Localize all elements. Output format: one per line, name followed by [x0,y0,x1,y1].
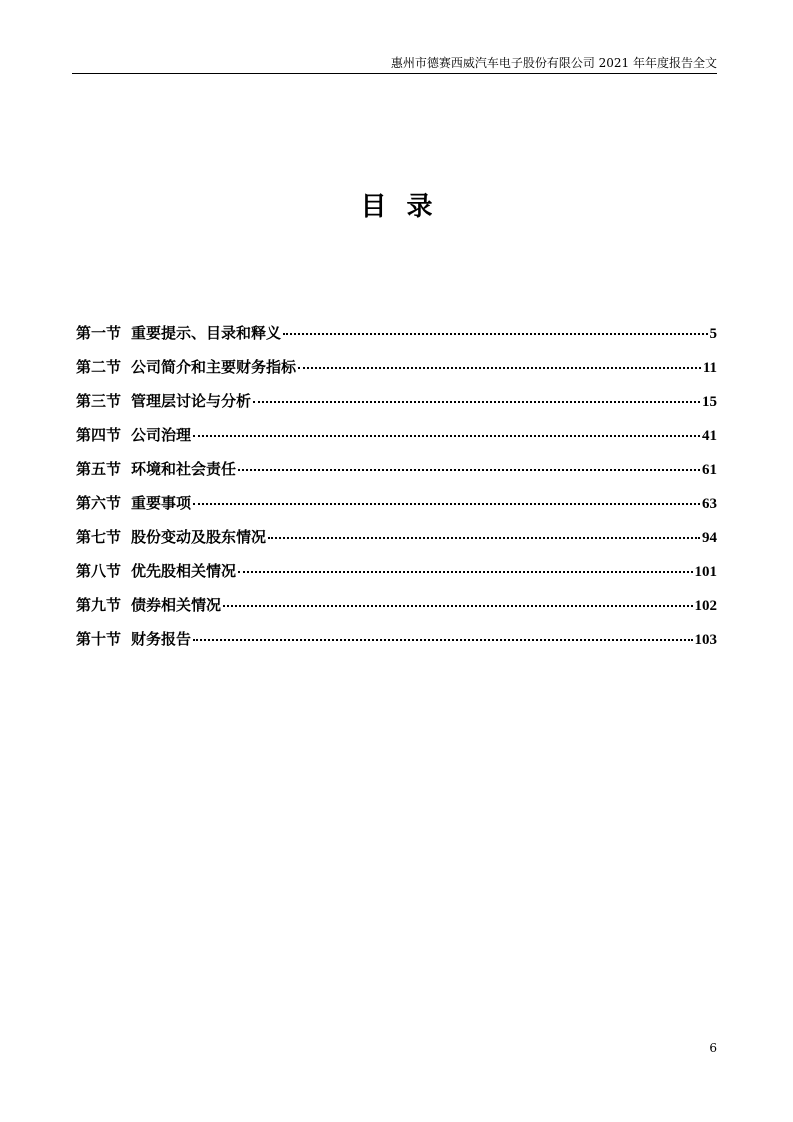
toc-entry[interactable] [76,526,717,560]
toc-section-title: 优先股相关情况 [131,562,237,580]
toc-entry[interactable] [76,594,717,628]
toc-section-number: 第二节 [76,358,122,376]
toc-section-title: 公司治理 [131,426,192,444]
toc-entry[interactable] [76,458,717,492]
dot-leader [283,333,707,335]
toc-entry[interactable] [76,424,717,458]
toc-entry[interactable] [76,492,717,526]
toc-section-number: 第四节 [76,426,122,444]
running-header: 惠州市德赛西威汽车电子股份有限公司 2021 年年度报告全文 [72,55,717,74]
toc-title: 目录 [360,192,453,222]
toc-section-number: 第七节 [76,528,122,546]
toc-section-title: 重要提示、目录和释义 [131,324,282,342]
toc-page-number: 63 [702,496,717,512]
toc-section-title: 公司简介和主要财务指标 [131,358,297,376]
toc-page-number: 5 [709,326,717,342]
dot-leader [193,503,700,505]
toc-section-number: 第十节 [76,630,122,648]
toc-section-title: 环境和社会责任 [131,460,237,478]
table-of-contents [76,322,717,662]
toc-section-number: 第六节 [76,494,122,512]
dot-leader [238,571,692,573]
toc-section-title: 债券相关情况 [131,596,222,614]
dot-leader [238,469,700,471]
toc-page-number: 102 [694,598,717,614]
toc-section-number: 第一节 [76,324,122,342]
toc-section-number: 第八节 [76,562,122,580]
toc-page-number: 15 [702,394,717,410]
toc-section-title: 重要事项 [131,494,192,512]
toc-entry[interactable] [76,390,717,424]
toc-page-number: 94 [702,530,717,546]
toc-page-number: 101 [694,564,717,580]
dot-leader [253,401,700,403]
dot-leader [223,605,692,607]
dot-leader [193,639,692,641]
toc-entry[interactable] [76,628,717,662]
toc-section-title: 财务报告 [131,630,192,648]
page-number: 6 [709,1041,717,1055]
toc-entry[interactable] [76,560,717,594]
toc-page-number: 61 [702,462,717,478]
toc-entry[interactable] [76,322,717,356]
toc-page-number: 41 [702,428,717,444]
toc-section-title: 股份变动及股东情况 [131,528,267,546]
toc-section-number: 第三节 [76,392,122,410]
toc-section-title: 管理层讨论与分析 [131,392,252,410]
dot-leader [298,367,701,369]
toc-page-number: 103 [694,632,717,648]
toc-page-number: 11 [702,360,717,376]
dot-leader [268,537,700,539]
toc-entry[interactable] [76,356,717,390]
toc-section-number: 第五节 [76,460,122,478]
dot-leader [193,435,700,437]
toc-section-number: 第九节 [76,596,122,614]
